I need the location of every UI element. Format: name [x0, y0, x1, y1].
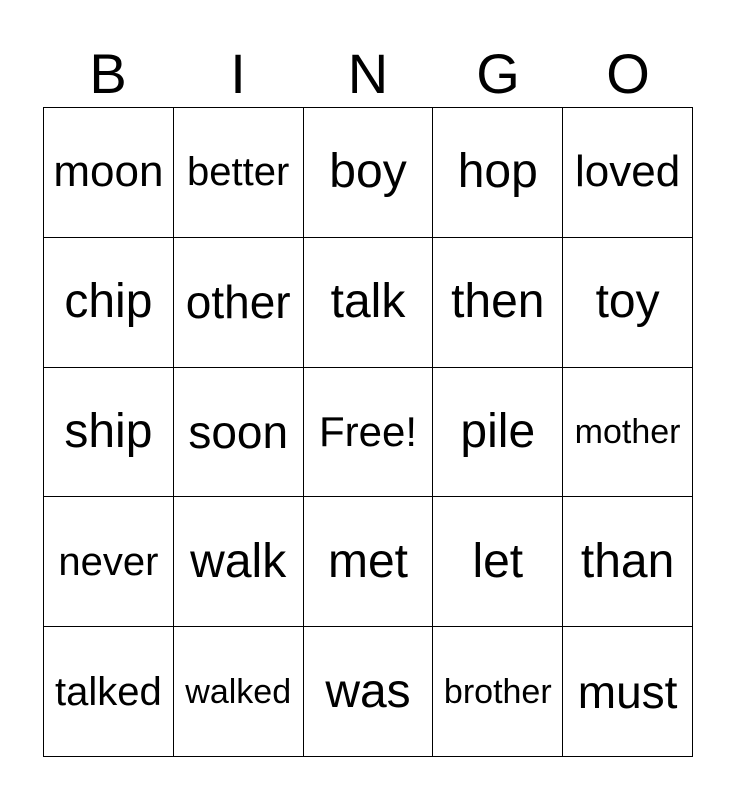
bingo-cell: must [563, 627, 693, 757]
header-letter-b: B [89, 42, 127, 105]
bingo-cell: chip [44, 238, 174, 368]
bingo-cell: ship [44, 368, 174, 498]
bingo-cell: soon [174, 368, 304, 498]
bingo-cell: walk [174, 497, 304, 627]
bingo-header [43, 42, 693, 106]
bingo-cell: talked [44, 627, 174, 757]
bingo-cell: boy [304, 108, 434, 238]
bingo-cell: pile [433, 368, 563, 498]
bingo-cell: toy [563, 238, 693, 368]
bingo-cell: hop [433, 108, 563, 238]
bingo-cell: other [174, 238, 304, 368]
bingo-cell: let [433, 497, 563, 627]
header-letter-g: G [476, 42, 520, 105]
bingo-cell: brother [433, 627, 563, 757]
bingo-cell: better [174, 108, 304, 238]
bingo-cell: than [563, 497, 693, 627]
bingo-cell: then [433, 238, 563, 368]
bingo-cell: talk [304, 238, 434, 368]
bingo-cell: moon [44, 108, 174, 238]
bingo-cell: walked [174, 627, 304, 757]
bingo-cell: mother [563, 368, 693, 498]
free-space-cell: Free! [304, 368, 434, 498]
bingo-cell: met [304, 497, 434, 627]
bingo-cell: loved [563, 108, 693, 238]
header-letter-n: N [347, 42, 389, 105]
bingo-cell: never [44, 497, 174, 627]
header-letter-o: O [606, 42, 650, 105]
bingo-grid [43, 107, 693, 757]
header-letter-i: I [230, 42, 246, 105]
bingo-cell: was [304, 627, 434, 757]
